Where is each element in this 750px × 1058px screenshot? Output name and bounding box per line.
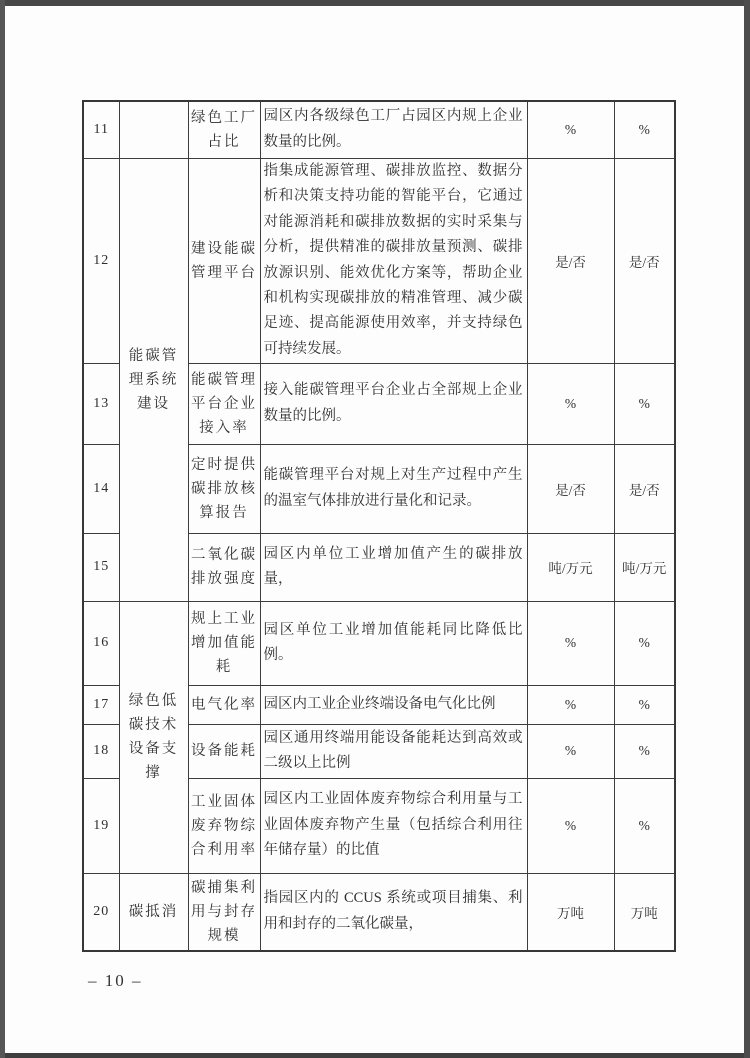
description-cell: 指园区内的 CCUS 系统或项目捕集、利用和封存的二氧化碳量，	[260, 873, 527, 951]
page-edge-right	[744, 0, 750, 1058]
unit-cell-2: %	[614, 101, 675, 158]
indicator-cell: 定时提供碳排放核算报告	[188, 444, 260, 533]
unit-cell-2: 是/否	[614, 158, 675, 363]
table-row	[83, 873, 675, 951]
row-number-cell: 14	[83, 444, 119, 533]
description-cell: 能碳管理平台对规上对生产过程中产生的温室气体排放进行量化和记录。	[260, 444, 527, 533]
description-cell: 园区内工业固体废弃物综合利用量与工业固体废弃物产生量（包括综合利用往年储存量）的比值	[260, 778, 527, 873]
category-cell: 碳抵消	[119, 873, 188, 951]
unit-cell-2: %	[614, 685, 675, 724]
description-cell: 园区内工业企业终端设备电气化比例	[260, 685, 527, 724]
indicator-cell: 碳捕集利用与封存规模	[188, 873, 260, 951]
row-number-cell: 17	[83, 685, 119, 724]
page-edge-left	[0, 0, 5, 1058]
unit-cell-1: %	[527, 778, 614, 873]
unit-cell-2: %	[614, 778, 675, 873]
indicator-definition-table	[82, 100, 676, 952]
row-number-cell: 12	[83, 158, 119, 363]
page-edge-top	[0, 0, 750, 6]
unit-cell-1: %	[527, 101, 614, 158]
unit-cell-1: %	[527, 601, 614, 685]
unit-cell-2: %	[614, 363, 675, 444]
row-number-cell: 11	[83, 101, 119, 158]
row-number-cell: 16	[83, 601, 119, 685]
category-cell	[119, 101, 188, 158]
table-row	[83, 101, 675, 158]
table-row	[83, 601, 675, 685]
unit-cell-2: %	[614, 724, 675, 778]
description-cell: 园区单位工业增加值能耗同比降低比例。	[260, 601, 527, 685]
indicator-cell: 工业固体废弃物综合利用率	[188, 778, 260, 873]
row-number-cell: 18	[83, 724, 119, 778]
unit-cell-1: %	[527, 363, 614, 444]
indicator-cell: 建设能碳管理平台	[188, 158, 260, 363]
page-edge-bottom	[0, 1053, 750, 1058]
indicator-cell: 二氧化碳排放强度	[188, 533, 260, 601]
unit-cell-1: 是/否	[527, 444, 614, 533]
unit-cell-1: 是/否	[527, 158, 614, 363]
description-cell: 园区通用终端用能设备能耗达到高效或二级以上比例	[260, 724, 527, 778]
indicator-cell: 能碳管理平台企业接入率	[188, 363, 260, 444]
row-number-cell: 19	[83, 778, 119, 873]
unit-cell-2: %	[614, 601, 675, 685]
indicator-cell: 电气化率	[188, 685, 260, 724]
unit-cell-2: 吨/万元	[614, 533, 675, 601]
description-cell: 接入能碳管理平台企业占全部规上企业数量的比例。	[260, 363, 527, 444]
row-number-cell: 13	[83, 363, 119, 444]
unit-cell-1: 吨/万元	[527, 533, 614, 601]
row-number-cell: 20	[83, 873, 119, 951]
unit-cell-2: 是/否	[614, 444, 675, 533]
category-cell: 能碳管理系统建设	[119, 158, 188, 601]
unit-cell-2: 万吨	[614, 873, 675, 951]
indicator-cell: 规上工业增加值能耗	[188, 601, 260, 685]
table-row	[83, 158, 675, 363]
category-cell: 绿色低碳技术设备支撑	[119, 601, 188, 873]
unit-cell-1: %	[527, 724, 614, 778]
description-cell: 指集成能源管理、碳排放监控、数据分析和决策支持功能的智能平台，它通过对能源消耗和碳排放数据的实时采集与分析，提供精准的碳排放量预测、碳排放源识别、能效优化方案等，帮助企业和机构实现碳排放的精准管理、减少碳足迹、提高能源使用效率，并支持绿色可持续发展。	[260, 158, 527, 363]
row-number-cell: 15	[83, 533, 119, 601]
indicator-cell: 设备能耗	[188, 724, 260, 778]
unit-cell-1: %	[527, 685, 614, 724]
unit-cell-1: 万吨	[527, 873, 614, 951]
description-cell: 园区内单位工业增加值产生的碳排放量，	[260, 533, 527, 601]
page-number: – 10 –	[88, 971, 143, 990]
indicator-cell: 绿色工厂占比	[188, 101, 260, 158]
description-cell: 园区内各级绿色工厂占园区内规上企业数量的比例。	[260, 101, 527, 158]
